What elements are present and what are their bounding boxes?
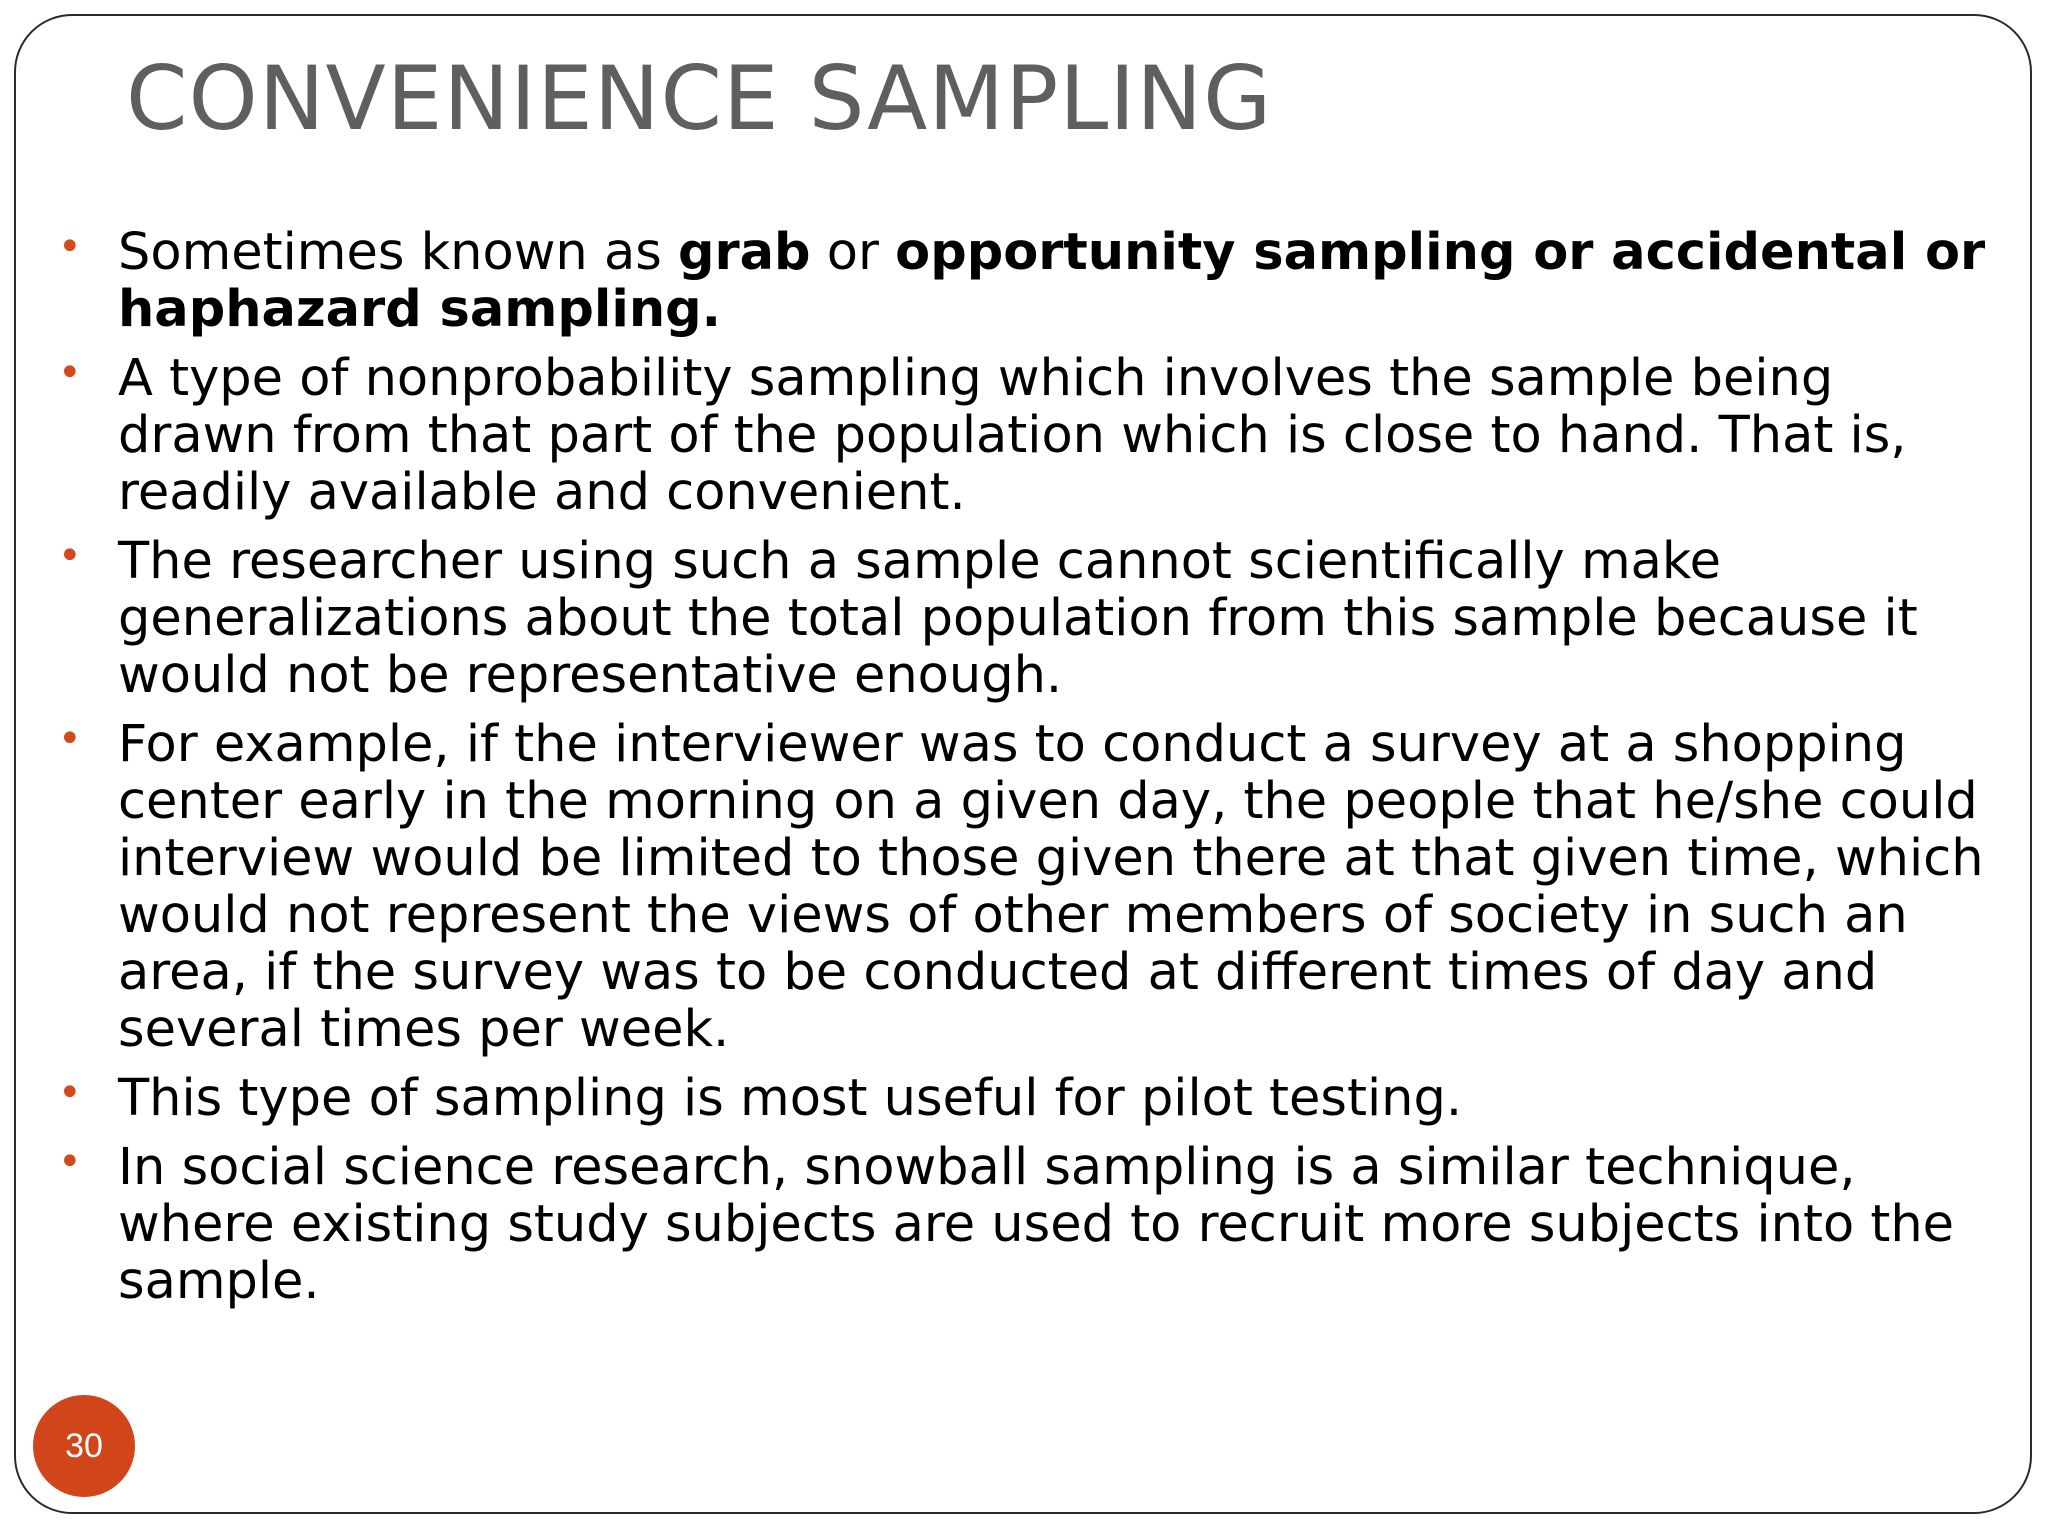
bullet-item [58, 1070, 1993, 1127]
bullet-dot-icon: • [58, 1139, 82, 1185]
bullet-text: A type of nonprobability sampling which involves the sample being drawn from that part of the population which is close to hand. That is, readily available and convenient. [118, 349, 1907, 522]
bullet-dot-icon: • [58, 350, 82, 396]
bullet-text: This type of sampling is most useful for pilot testing. [118, 1069, 1463, 1128]
page-number-badge: 30 [33, 1395, 135, 1497]
bullet-text: or [810, 223, 896, 282]
bullet-dot-icon: • [58, 1070, 82, 1116]
bullet-dot-icon: • [58, 533, 82, 579]
bullet-dot-icon: • [58, 224, 82, 270]
bullet-list [58, 224, 1993, 1322]
slide-title: CONVENIENCE SAMPLING [126, 47, 1273, 150]
bold-term: opportunity sampling or accidental or haphazard sampling. [118, 223, 1986, 339]
bullet-dot-icon: • [58, 716, 82, 762]
bullet-text: In social science research, snowball sampling is a similar technique, where existing study subjects are used to recruit more subjects into the sample. [118, 1138, 1955, 1311]
bold-term: grab [677, 223, 811, 282]
bullet-item [58, 716, 1993, 1058]
bullet-text: For example, if the interviewer was to conduct a survey at a shopping center early in the morning on a given day, the people that he/she could interview would be limited to those given there at that given time, which would not represent the views of other members of society in such an area, if the survey was to be conducted at different times of day and several times per week. [118, 715, 1984, 1059]
bullet-item [58, 1139, 1993, 1310]
bullet-text: Sometimes known as [118, 223, 678, 282]
bullet-item [58, 350, 1993, 521]
bullet-text: The researcher using such a sample cannot scientifically make generalizations about the total population from this sample because it would not be representative enough. [118, 532, 1918, 705]
bullet-item [58, 533, 1993, 704]
bullet-item [58, 224, 1993, 338]
